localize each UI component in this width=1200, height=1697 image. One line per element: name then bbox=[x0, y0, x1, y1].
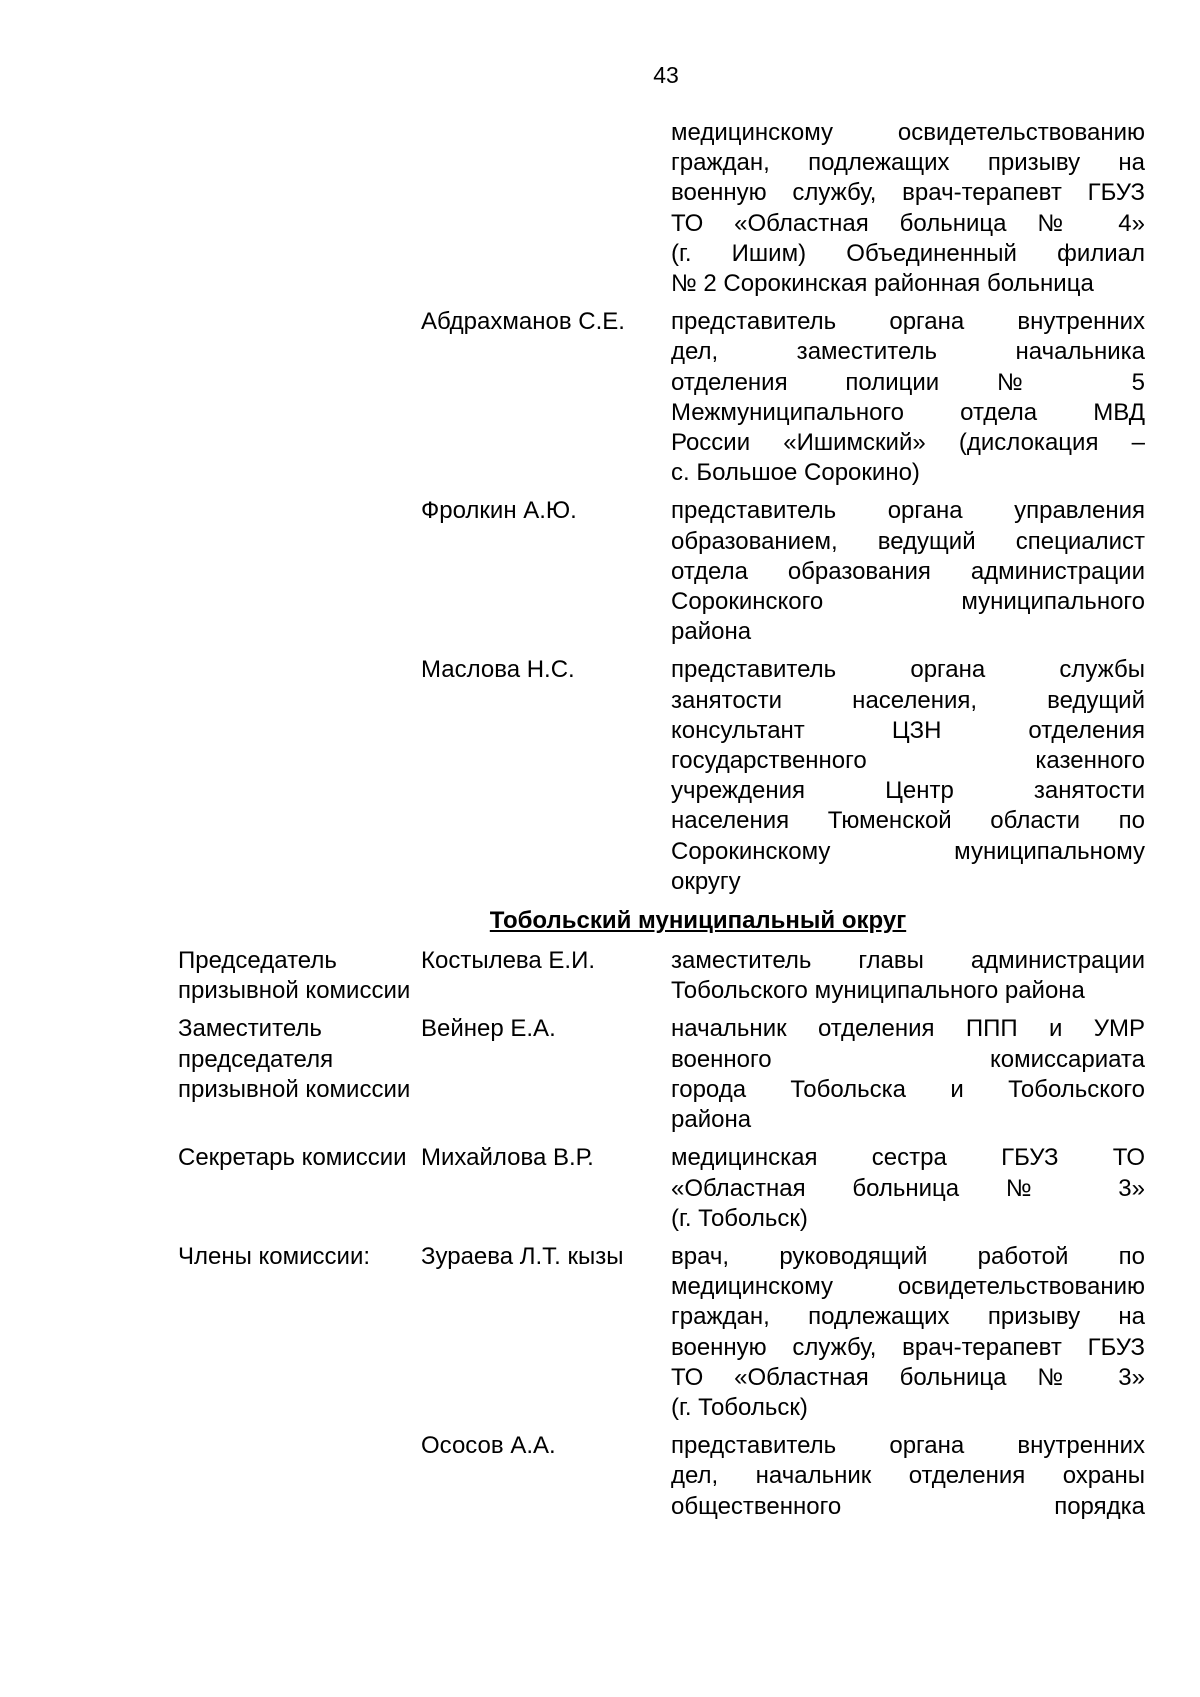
member-name: Вейнер Е.А. bbox=[421, 1015, 556, 1043]
desc-line: дел, заместитель начальника bbox=[671, 338, 1145, 366]
member-name: Маслова Н.С. bbox=[421, 656, 575, 684]
member-description bbox=[671, 496, 1145, 647]
commission-role: Секретарь комиссии bbox=[178, 1144, 407, 1172]
desc-line: ТО «Областная больница № 3» bbox=[671, 1363, 1145, 1391]
commission-row bbox=[178, 946, 1152, 1006]
commission-role: Заместитель председателя призывной комиссии bbox=[178, 1015, 411, 1103]
desc-line: Сорокинскому муниципальному bbox=[671, 837, 1145, 865]
commission-row bbox=[178, 1143, 1152, 1234]
member-name: Ососов А.А. bbox=[421, 1432, 556, 1460]
desc-line: медицинская сестра ГБУЗ ТО bbox=[671, 1144, 1145, 1172]
desc-line: представитель органа управления bbox=[671, 497, 1145, 525]
member-description bbox=[671, 1242, 1145, 1423]
desc-line: России «Ишимский» (дислокация – bbox=[671, 429, 1145, 457]
page-number: 43 bbox=[653, 62, 679, 88]
document-body bbox=[178, 118, 1152, 1522]
desc-line: общественного порядка bbox=[671, 1492, 1145, 1520]
desc-line: населения Тюменской области по bbox=[671, 807, 1145, 835]
member-name: Абдрахманов С.Е. bbox=[421, 308, 625, 336]
desc-line: консультант ЦЗН отделения bbox=[671, 716, 1145, 744]
member-description bbox=[671, 307, 1145, 488]
commission-row bbox=[178, 1014, 1152, 1135]
continuation-row bbox=[178, 118, 1152, 299]
member-row bbox=[178, 307, 1152, 488]
commission-row bbox=[178, 1431, 1152, 1522]
desc-line: граждан, подлежащих призыву на bbox=[671, 149, 1145, 177]
member-name: Фролкин А.Ю. bbox=[421, 497, 577, 525]
desc-line: медицинскому освидетельствованию bbox=[671, 1273, 1145, 1301]
member-row bbox=[178, 655, 1152, 897]
desc-line: военного комиссариата bbox=[671, 1045, 1145, 1073]
desc-line: представитель органа внутренних bbox=[671, 308, 1145, 336]
desc-line: района bbox=[671, 1106, 752, 1134]
desc-line: дел, начальник отделения охраны bbox=[671, 1462, 1145, 1490]
section-heading bbox=[178, 906, 1152, 936]
desc-line: начальник отделения ППП и УМР bbox=[671, 1015, 1145, 1043]
desc-line: представитель органа службы bbox=[671, 656, 1145, 684]
desc-line: военную службу, врач-терапевт ГБУЗ bbox=[671, 179, 1145, 207]
desc-line: отдела образования администрации bbox=[671, 557, 1145, 585]
desc-line: Сорокинского муниципального bbox=[671, 588, 1145, 616]
member-name: Зураева Л.Т. кызы bbox=[421, 1242, 624, 1270]
desc-line: государственного казенного bbox=[671, 747, 1145, 775]
commission-role: Члены комиссии: bbox=[178, 1242, 371, 1270]
desc-line: района bbox=[671, 618, 752, 646]
desc-line: учреждения Центр занятости bbox=[671, 777, 1145, 805]
commission-row bbox=[178, 1242, 1152, 1423]
desc-line: образованием, ведущий специалист bbox=[671, 527, 1145, 555]
member-row bbox=[178, 496, 1152, 647]
desc-line: заместитель главы администрации bbox=[671, 947, 1145, 975]
desc-line: граждан, подлежащих призыву на bbox=[671, 1303, 1145, 1331]
desc-line: (г. Тобольск) bbox=[671, 1393, 808, 1421]
section-title: Тобольский муниципальный округ bbox=[489, 907, 907, 935]
member-description bbox=[671, 1431, 1145, 1522]
desc-line: «Областная больница № 3» bbox=[671, 1174, 1145, 1202]
desc-line: занятости населения, ведущий bbox=[671, 686, 1145, 714]
member-name: Михайлова В.Р. bbox=[421, 1144, 594, 1172]
desc-line: (г. Тобольск) bbox=[671, 1204, 808, 1232]
member-description bbox=[671, 1143, 1145, 1234]
member-description bbox=[671, 655, 1145, 897]
desc-line: округу bbox=[671, 867, 741, 895]
continuation-description bbox=[671, 118, 1145, 299]
desc-line: (г. Ишим) Объединенный филиал bbox=[671, 239, 1145, 267]
member-description bbox=[671, 946, 1145, 1006]
member-name: Костылева Е.И. bbox=[421, 947, 596, 975]
desc-line: Межмуниципального отдела МВД bbox=[671, 398, 1145, 426]
desc-line: ТО «Областная больница № 4» bbox=[671, 209, 1145, 237]
desc-line: Тобольского муниципального района bbox=[671, 977, 1085, 1005]
desc-line: представитель органа внутренних bbox=[671, 1432, 1145, 1460]
desc-line: врач, руководящий работой по bbox=[671, 1242, 1145, 1270]
desc-line: медицинскому освидетельствованию bbox=[671, 119, 1145, 146]
desc-line: военную службу, врач-терапевт ГБУЗ bbox=[671, 1333, 1145, 1361]
member-description bbox=[671, 1014, 1145, 1135]
commission-role: Председатель призывной комиссии bbox=[178, 947, 411, 1005]
desc-line: отделения полиции № 5 bbox=[671, 368, 1145, 396]
desc-line: города Тобольска и Тобольского bbox=[671, 1075, 1145, 1103]
desc-line: с. Большое Сорокино) bbox=[671, 459, 920, 487]
desc-line: № 2 Сорокинская районная больница bbox=[671, 270, 1094, 298]
